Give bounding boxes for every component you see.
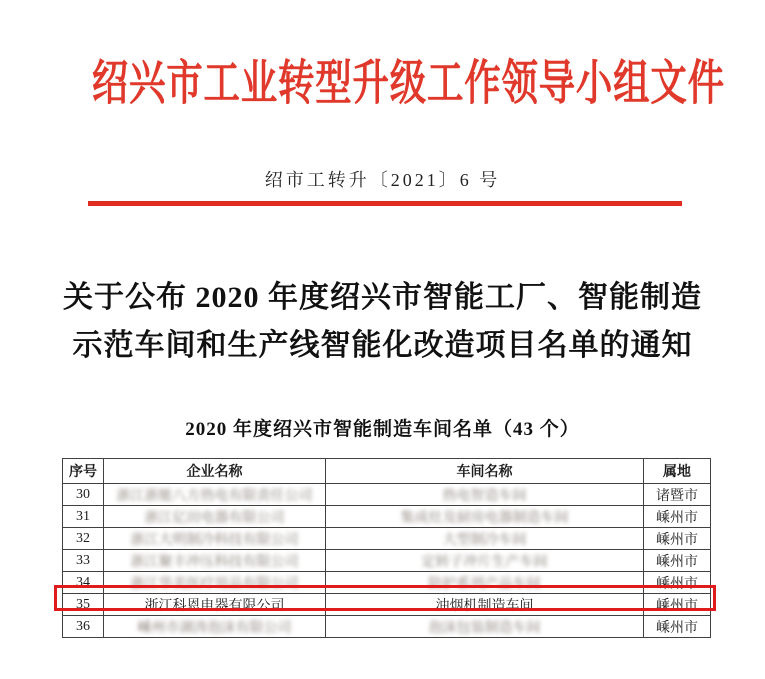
table-row <box>63 528 711 550</box>
table-row-highlighted <box>63 594 711 616</box>
cell-no: 35 <box>63 594 104 616</box>
notice-title-line-2: 示范车间和生产线智能化改造项目名单的通知 <box>72 329 693 362</box>
cell-location: 嵊州市 <box>644 616 711 638</box>
column-header-location: 属地 <box>644 459 711 484</box>
cell-company: 浙江大明制冷科技有限公司 <box>104 528 326 550</box>
table-row <box>63 484 711 506</box>
cell-company: 浙江亿田电器有限公司 <box>104 506 326 528</box>
column-header-company: 企业名称 <box>104 459 326 484</box>
table-row <box>63 550 711 572</box>
table-row <box>63 506 711 528</box>
cell-location: 嵊州市 <box>644 528 711 550</box>
column-header-no: 序号 <box>63 459 104 484</box>
cell-no: 31 <box>63 506 104 528</box>
table-row <box>63 616 711 638</box>
document-header-title: 绍兴市工业转型升级工作领导小组文件 <box>91 57 725 110</box>
table-header-row <box>63 459 711 484</box>
cell-location: 嵊州市 <box>644 550 711 572</box>
column-header-workshop: 车间名称 <box>326 459 644 484</box>
cell-company: 浙江聚丰冲压科技有限公司 <box>104 550 326 572</box>
cell-workshop: 油烟机制造车间 <box>326 594 644 616</box>
notice-title-line-1: 关于公布 2020 年度绍兴市智能工厂、智能制造 <box>63 281 702 314</box>
cell-workshop: 泡沫包装制造车间 <box>326 616 644 638</box>
cell-no: 36 <box>63 616 104 638</box>
red-divider-line <box>88 201 682 206</box>
cell-workshop: 热电智造车间 <box>326 484 644 506</box>
cell-company: 浙江科恩电器有限公司 <box>104 594 326 616</box>
cell-no: 32 <box>63 528 104 550</box>
cell-company: 浙江华美医疗用品有限公司 <box>104 572 326 594</box>
cell-workshop: 防护系列产品车间 <box>326 572 644 594</box>
cell-workshop: 定转子冲片生产车间 <box>326 550 644 572</box>
cell-location: 嵊州市 <box>644 572 711 594</box>
workshop-list-table <box>62 458 711 638</box>
cell-location: 嵊州市 <box>644 506 711 528</box>
notice-title <box>0 274 765 370</box>
table-caption: 2020 年度绍兴市智能制造车间名单（43 个） <box>185 419 580 440</box>
document-number: 绍市工转升〔2021〕6 号 <box>264 170 501 190</box>
table-row <box>63 572 711 594</box>
cell-no: 34 <box>63 572 104 594</box>
cell-workshop: 大型制冷车间 <box>326 528 644 550</box>
cell-location: 嵊州市 <box>644 594 711 616</box>
cell-location: 诸暨市 <box>644 484 711 506</box>
cell-company: 浙江浙能八方热电有限责任公司 <box>104 484 326 506</box>
cell-no: 30 <box>63 484 104 506</box>
cell-workshop: 集成灶及厨房电器制造车间 <box>326 506 644 528</box>
cell-no: 33 <box>63 550 104 572</box>
cell-company: 嵊州市湖涛泡沫有限公司 <box>104 616 326 638</box>
